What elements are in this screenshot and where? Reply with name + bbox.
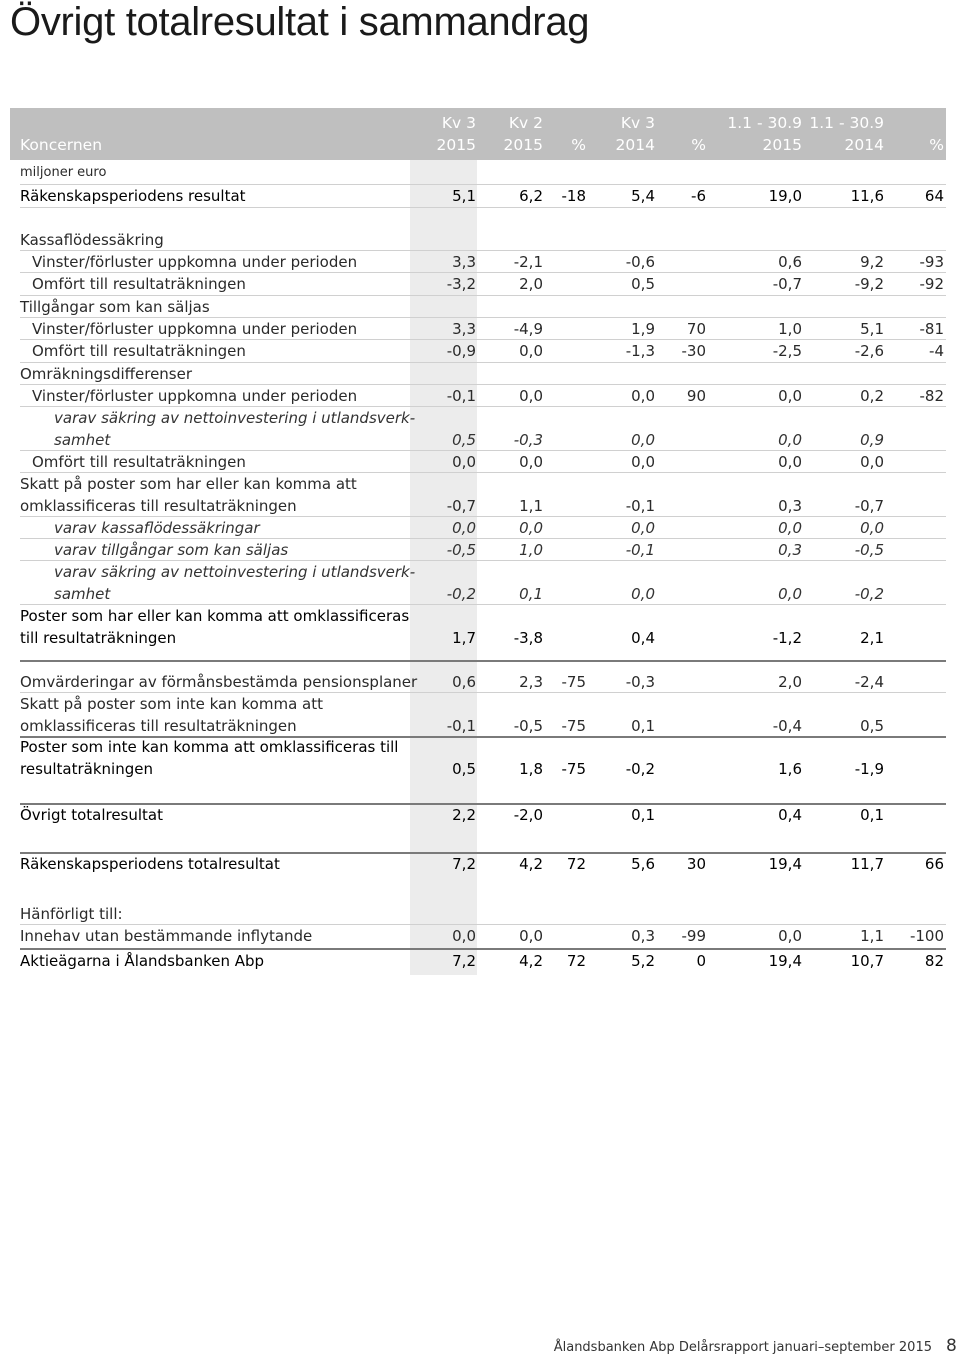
row-value-col-6: 0,1: [860, 806, 884, 824]
row-divider: [20, 272, 946, 273]
row-value-col-7: 64: [924, 187, 944, 205]
row-label: Tillgångar som kan säljas: [20, 298, 210, 316]
row-label: varav kassaflödessäkringar: [54, 519, 260, 537]
row-value-col-5: 0,0: [778, 431, 802, 449]
header-col-1-line1: Kv 2: [508, 114, 543, 132]
row-divider: [20, 560, 946, 561]
row-value-col-6: 9,2: [860, 253, 884, 271]
row-label: Räkenskapsperiodens totalresultat: [20, 855, 280, 873]
row-label: Hänförligt till:: [20, 905, 123, 923]
row-value-col-4: 90: [686, 387, 706, 405]
row-value-col-3: 0,0: [631, 519, 655, 537]
header-col-6-line1: 1.1 - 30.9: [809, 114, 884, 132]
row-value-col-5: -2,5: [772, 342, 802, 360]
row-value-col-5: 0,0: [778, 453, 802, 471]
row-value-col-6: 11,7: [850, 855, 884, 873]
row-value-col-1: 4,2: [519, 952, 543, 970]
header-col-0-line1: Kv 3: [441, 114, 476, 132]
row-value-col-3: 1,9: [631, 320, 655, 338]
row-divider: [20, 362, 946, 363]
row-value-col-5: 0,3: [778, 541, 802, 559]
row-value-col-1: 2,0: [519, 275, 543, 293]
row-label-continued: till resultaträkningen: [20, 629, 177, 647]
row-value-col-0: -0,9: [446, 342, 476, 360]
row-value-col-0: 3,3: [452, 320, 476, 338]
header-col-1-line2: 2015: [503, 136, 543, 154]
row-value-col-3: 0,0: [631, 431, 655, 449]
row-value-col-3: -0,1: [625, 497, 655, 515]
row-value-col-7: 66: [924, 855, 944, 873]
row-value-col-3: 0,1: [631, 717, 655, 735]
row-divider: [20, 250, 946, 251]
row-value-col-5: 1,6: [778, 760, 802, 778]
row-label-continued: samhet: [54, 585, 111, 603]
row-value-col-0: 5,1: [452, 187, 476, 205]
row-value-col-4: -30: [681, 342, 706, 360]
row-value-col-5: 19,0: [768, 187, 802, 205]
row-value-col-1: -3,8: [513, 629, 543, 647]
row-label: Vinster/förluster uppkomna under perioden: [32, 253, 358, 271]
row-value-col-3: -0,6: [625, 253, 655, 271]
row-value-col-3: 5,4: [631, 187, 655, 205]
section-divider: [20, 803, 946, 805]
row-value-col-1: 1,8: [519, 760, 543, 778]
row-label: Omräkningsdifferenser: [20, 365, 193, 383]
row-value-col-3: 0,1: [631, 806, 655, 824]
row-label-continued: samhet: [54, 431, 111, 449]
row-value-col-1: 4,2: [519, 855, 543, 873]
row-value-col-5: 19,4: [768, 855, 802, 873]
row-value-col-1: -0,3: [513, 431, 543, 449]
row-value-col-5: -0,7: [772, 275, 802, 293]
row-divider: [20, 604, 946, 605]
page-number: 8: [946, 1336, 957, 1356]
row-value-col-1: 2,3: [519, 673, 543, 691]
row-divider: [20, 317, 946, 318]
row-value-col-2: 72: [566, 855, 586, 873]
row-divider: [20, 406, 946, 407]
row-value-col-3: -1,3: [625, 342, 655, 360]
row-value-col-1: 0,1: [519, 585, 543, 603]
row-value-col-2: -18: [561, 187, 586, 205]
section-divider: [20, 660, 946, 662]
row-label: Poster som har eller kan komma att omklassificeras: [20, 607, 410, 625]
row-value-col-7: -93: [919, 253, 944, 271]
row-value-col-6: 0,0: [860, 453, 884, 471]
row-value-col-1: 0,0: [519, 927, 543, 945]
row-value-col-5: -0,4: [772, 717, 802, 735]
row-label: Kassaflödessäkring: [20, 231, 164, 249]
row-value-col-6: 10,7: [850, 952, 884, 970]
row-value-col-5: 0,0: [778, 585, 802, 603]
section-divider: [20, 948, 946, 950]
row-value-col-6: 5,1: [860, 320, 884, 338]
row-value-col-3: 0,0: [631, 387, 655, 405]
row-value-col-0: 0,0: [452, 453, 476, 471]
row-value-col-5: 1,0: [778, 320, 802, 338]
row-value-col-6: 0,5: [860, 717, 884, 735]
header-col-3-line1: Kv 3: [620, 114, 655, 132]
row-value-col-1: -4,9: [513, 320, 543, 338]
row-value-col-5: 19,4: [768, 952, 802, 970]
row-value-col-1: 0,0: [519, 519, 543, 537]
row-value-col-3: -0,2: [625, 760, 655, 778]
row-value-col-1: 0,0: [519, 453, 543, 471]
row-value-col-6: 0,2: [860, 387, 884, 405]
row-divider: [20, 516, 946, 517]
row-value-col-1: 6,2: [519, 187, 543, 205]
row-value-col-7: -92: [919, 275, 944, 293]
row-label: Omvärderingar av förmånsbestämda pensionsplaner: [20, 673, 418, 691]
row-value-col-0: 7,2: [452, 952, 476, 970]
row-label: Poster som inte kan komma att omklassificeras till: [20, 738, 399, 756]
row-value-col-6: -1,9: [854, 760, 884, 778]
row-value-col-3: 0,3: [631, 927, 655, 945]
row-value-col-6: -2,6: [854, 342, 884, 360]
row-value-col-1: 1,0: [519, 541, 543, 559]
row-divider: [20, 692, 946, 693]
row-value-col-6: 2,1: [860, 629, 884, 647]
row-value-col-5: 0,0: [778, 519, 802, 537]
header-col-0-line2: 2015: [436, 136, 476, 154]
row-divider: [20, 450, 946, 451]
header-row-label: Koncernen: [20, 136, 103, 154]
section-divider: [20, 852, 946, 854]
header-col-5-line1: 1.1 - 30.9: [727, 114, 802, 132]
row-value-col-0: -0,1: [446, 717, 476, 735]
row-value-col-0: 3,3: [452, 253, 476, 271]
row-value-col-3: -0,3: [625, 673, 655, 691]
row-value-col-6: 0,9: [860, 431, 884, 449]
row-label: Övrigt totalresultat: [20, 806, 163, 824]
row-value-col-1: -0,5: [513, 717, 543, 735]
page-title: Övrigt totalresultat i sammandrag: [10, 0, 590, 44]
row-value-col-5: 2,0: [778, 673, 802, 691]
header-col-6-line2: 2014: [844, 136, 884, 154]
row-divider: [20, 339, 946, 340]
row-label: varav tillgångar som kan säljas: [54, 541, 289, 559]
row-value-col-6: -0,2: [854, 585, 884, 603]
row-value-col-0: 1,7: [452, 629, 476, 647]
row-label: Omfört till resultaträkningen: [32, 275, 246, 293]
row-label: Innehav utan bestämmande inflytande: [20, 927, 313, 945]
row-value-col-2: 72: [566, 952, 586, 970]
row-value-col-4: -99: [681, 927, 706, 945]
row-value-col-5: 0,0: [778, 927, 802, 945]
row-value-col-0: 7,2: [452, 855, 476, 873]
row-divider: [20, 384, 946, 385]
footer-text: Ålandsbanken Abp Delårsrapport januari–september 2015: [553, 1340, 932, 1355]
row-value-col-7: -4: [929, 342, 944, 360]
row-value-col-4: -6: [691, 187, 706, 205]
row-value-col-0: 0,5: [452, 431, 476, 449]
header-col-5-line2: 2015: [762, 136, 802, 154]
row-value-col-0: -0,1: [446, 387, 476, 405]
row-label: Vinster/förluster uppkomna under perioden: [32, 320, 358, 338]
row-divider: [20, 207, 946, 208]
row-value-col-6: 0,0: [860, 519, 884, 537]
row-value-col-7: -100: [909, 927, 944, 945]
row-value-col-0: 0,0: [452, 927, 476, 945]
row-label: varav säkring av nettoinvestering i utlandsverk-: [54, 563, 416, 581]
row-value-col-0: -0,2: [446, 585, 476, 603]
row-value-col-0: -0,5: [446, 541, 476, 559]
row-label: Omfört till resultaträkningen: [32, 342, 246, 360]
row-value-col-0: -3,2: [446, 275, 476, 293]
row-value-col-1: 1,1: [519, 497, 543, 515]
row-value-col-6: -0,5: [854, 541, 884, 559]
row-value-col-3: 0,4: [631, 629, 655, 647]
row-divider: [20, 924, 946, 925]
row-value-col-0: 0,0: [452, 519, 476, 537]
row-value-col-6: 1,1: [860, 927, 884, 945]
header-col-7-line2: %: [929, 136, 944, 154]
row-value-col-3: 5,6: [631, 855, 655, 873]
row-value-col-7: -81: [919, 320, 944, 338]
row-value-col-2: -75: [561, 717, 586, 735]
row-label: Räkenskapsperiodens resultat: [20, 187, 246, 205]
row-value-col-5: 0,3: [778, 497, 802, 515]
row-label-continued: omklassificeras till resultaträkningen: [20, 717, 297, 735]
header-col-3-line2: 2014: [615, 136, 655, 154]
row-label: Vinster/förluster uppkomna under perioden: [32, 387, 358, 405]
row-value-col-2: -75: [561, 673, 586, 691]
row-value-col-1: -2,1: [513, 253, 543, 271]
row-label: varav säkring av nettoinvestering i utlandsverk-: [54, 409, 416, 427]
row-value-col-0: -0,7: [446, 497, 476, 515]
row-divider: [20, 184, 946, 185]
row-label: miljoner euro: [20, 165, 107, 180]
header-col-2-line2: %: [571, 136, 586, 154]
row-value-col-4: 30: [686, 855, 706, 873]
row-divider: [20, 472, 946, 473]
row-value-col-1: 0,0: [519, 387, 543, 405]
row-value-col-3: -0,1: [625, 541, 655, 559]
row-value-col-5: -1,2: [772, 629, 802, 647]
row-value-col-6: -0,7: [854, 497, 884, 515]
row-value-col-3: 5,2: [631, 952, 655, 970]
row-divider: [20, 295, 946, 296]
row-value-col-5: 0,6: [778, 253, 802, 271]
row-value-col-5: 0,0: [778, 387, 802, 405]
row-value-col-0: 0,6: [452, 673, 476, 691]
row-value-col-6: 11,6: [850, 187, 884, 205]
row-value-col-4: 70: [686, 320, 706, 338]
row-label: Aktieägarna i Ålandsbanken Abp: [20, 952, 265, 970]
row-value-col-3: 0,5: [631, 275, 655, 293]
row-value-col-0: 0,5: [452, 760, 476, 778]
row-value-col-0: 2,2: [452, 806, 476, 824]
row-value-col-4: 0: [696, 952, 706, 970]
row-divider: [20, 538, 946, 539]
row-label-continued: omklassificeras till resultaträkningen: [20, 497, 297, 515]
row-value-col-7: 82: [924, 952, 944, 970]
row-value-col-6: -2,4: [854, 673, 884, 691]
row-value-col-1: -2,0: [513, 806, 543, 824]
row-label: Skatt på poster som inte kan komma att: [20, 695, 323, 713]
row-value-col-3: 0,0: [631, 453, 655, 471]
row-value-col-5: 0,4: [778, 806, 802, 824]
header-col-4-line2: %: [691, 136, 706, 154]
row-label: Skatt på poster som har eller kan komma att: [20, 475, 357, 493]
row-value-col-6: -9,2: [854, 275, 884, 293]
row-value-col-7: -82: [919, 387, 944, 405]
table-header: [10, 108, 946, 160]
row-label: Omfört till resultaträkningen: [32, 453, 246, 471]
row-value-col-3: 0,0: [631, 585, 655, 603]
row-value-col-1: 0,0: [519, 342, 543, 360]
section-divider: [20, 736, 946, 738]
row-value-col-2: -75: [561, 760, 586, 778]
row-label-continued: resultaträkningen: [20, 760, 153, 778]
